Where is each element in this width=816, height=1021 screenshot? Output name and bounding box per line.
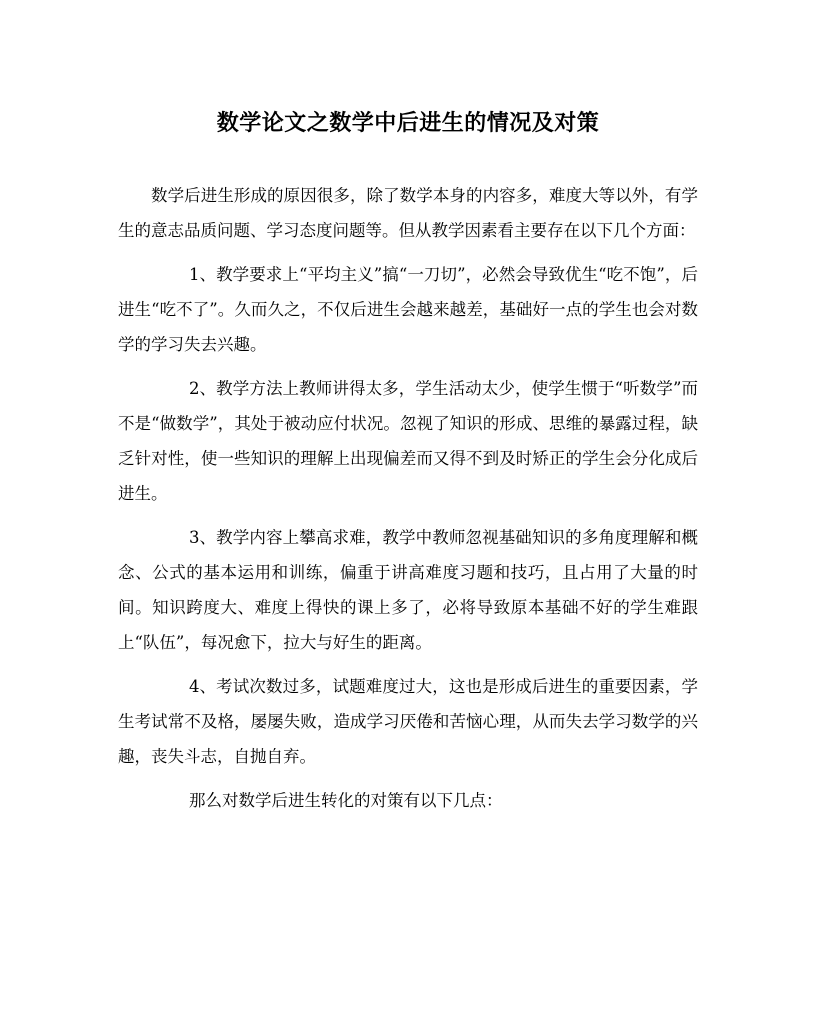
paragraph-point-3: 3、教学内容上攀高求难，教学中教师忽视基础知识的多角度理解和概念、公式的基本运用和训练，偏重于讲高难度习题和技巧，且占用了大量的时间。知识跨度大、难度上得快的课上多了，必将导致原本基础不好的学生难跟上“队伍”，每况愈下，拉大与好生的距离。 <box>118 528 698 652</box>
paragraph-intro: 数学后进生形成的原因很多，除了数学本身的内容多，难度大等以外，有学生的意志品质问题、学习态度问题等。但从教学因素看主要存在以下几个方面： <box>118 186 698 240</box>
paragraph-countermeasures: 那么对数学后进生转化的对策有以下几点： <box>188 791 503 810</box>
paragraph-point-2: 2、教学方法上教师讲得太多，学生活动太少，使学生惯于“听数学”而不是“做数学”，其处于被动应付状况。忽视了知识的形成、思维的暴露过程，缺乏针对性，使一些知识的理解上出现偏差而又得不到及时矫正的学生会分化成后进生。 <box>118 379 698 503</box>
paragraph-point-1: 1、教学要求上“平均主义”搞“一刀切”，必然会导致优生“吃不饱”，后进生“吃不了”。久而久之，不仅后进生会越来越差，基础好一点的学生也会对数学的学习失去兴趣。 <box>118 265 698 354</box>
document-title: 数学论文之数学中后进生的情况及对策 <box>216 110 600 136</box>
document-body <box>118 178 698 827</box>
paragraph-point-4: 4、考试次数过多，试题难度过大，这也是形成后进生的重要因素，学生考试常不及格，屡屡失败，造成学习厌倦和苦恼心理，从而失去学习数学的兴趣，丧失斗志，自抛自弃。 <box>118 677 698 766</box>
